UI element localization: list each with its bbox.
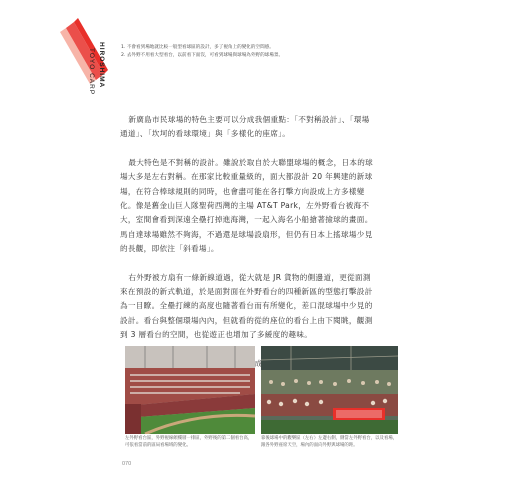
- photo-caption-left: 左外野看台區，外野視線頗樓層一排區，外野後的第二個看台高，可依看當前的區局看場域的變化。: [125, 436, 253, 448]
- article-body: [120, 113, 376, 385]
- photo-caption-right: 靠後球場中的觀樂區（左右）左邊右側，側當左外野看台，以及看場，跟各外野座席天空，場內的面向外野與球場的距。: [261, 436, 398, 448]
- page-number: 070: [122, 461, 132, 467]
- stadium-photo-right: [261, 346, 398, 434]
- stadium-photo-left: [125, 346, 255, 434]
- footnote-item: 1. 不會看到場地就比較一般型看球區的設計，多了視角上的變化的空間感。: [121, 45, 274, 50]
- footnote-item: 2. 去外野不用看大型看台，以前看下面沒，可看到球場與球場為外野的球場景。: [121, 52, 284, 58]
- body-paragraph: 最大特色是不對稱的設計。雖說於取自於大聯盟球場的概念，日本的球場大多是左右對稱。在那家比較重量級的，面大都設計 20 年興建的新球場，在符合棒球規則的同時，也會盡可能在各打擊方向設成上方多樣變化。像是舊金山巨人隊聖荷西灣的主場 AT&T Park，左外野看台被海不大，室間會看到深遠全壘打掉進海灣，一起入海名小船搶著撿球的畫面。馬自達球場雖然不夠海，不過還是球場設扇形，但仍有日本上搖球場少見的長觀，即依注「斜看場」。: [120, 157, 374, 254]
- footnotes: [121, 44, 411, 59]
- body-paragraph: 右外野被方扇有一條新線道過，從大就是 JR 貨物的側邊道，更從面測來在預設的新式軌道，於是面對面在外野看台的四種新區的型態打擊設計為一目瞭。全壘打練的高度也隨著看台而有所變化，差口混球場中少見的設計。看台與整個環場內內，但就看的從的座位的看台上由下閱眺，觀測到 3 層看台的空間，也從遊正也增加了多緩度的趣味。: [120, 272, 373, 340]
- sidebar-title: HIROSHIMA: [98, 42, 105, 89]
- sidebar-subtitle: TOYO CARP: [88, 48, 95, 96]
- body-paragraph: 新廣島市民球場的特色主要可以分成我個重點：「不對稱設計」、「環場通道」、「坎坷的看球環境」與「多樣化的座席」。: [120, 115, 370, 139]
